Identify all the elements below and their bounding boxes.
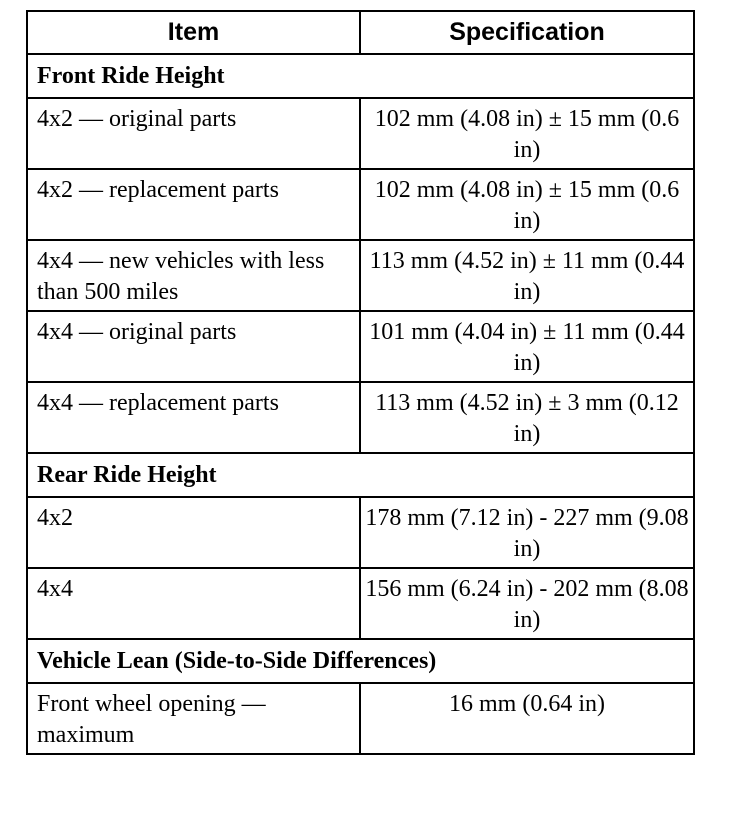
- item-cell: 4x4: [27, 568, 360, 639]
- specification-table: [26, 10, 695, 755]
- item-cell: 4x4 — replacement parts: [27, 382, 360, 453]
- item-cell: 4x4 — original parts: [27, 311, 360, 382]
- section-title: Vehicle Lean (Side-to-Side Differences): [27, 639, 694, 683]
- spec-cell: 113 mm (4.52 in) ± 11 mm (0.44 in): [360, 240, 694, 311]
- section-row-vehicle-lean: [27, 639, 694, 683]
- table-row: [27, 98, 694, 169]
- table-row: [27, 169, 694, 240]
- spec-cell: 101 mm (4.04 in) ± 11 mm (0.44 in): [360, 311, 694, 382]
- item-cell: 4x4 — new vehicles with less than 500 miles: [27, 240, 360, 311]
- section-title: Rear Ride Height: [27, 453, 694, 497]
- spec-cell: 102 mm (4.08 in) ± 15 mm (0.6 in): [360, 98, 694, 169]
- column-header-item: Item: [27, 11, 360, 54]
- column-header-specification: Specification: [360, 11, 694, 54]
- section-title: Front Ride Height: [27, 54, 694, 98]
- table-row: [27, 311, 694, 382]
- section-row-rear-ride-height: [27, 453, 694, 497]
- item-cell: Front wheel opening — maximum: [27, 683, 360, 754]
- spec-cell: 102 mm (4.08 in) ± 15 mm (0.6 in): [360, 169, 694, 240]
- spec-cell: 16 mm (0.64 in): [360, 683, 694, 754]
- spec-cell: 113 mm (4.52 in) ± 3 mm (0.12 in): [360, 382, 694, 453]
- spec-cell: 156 mm (6.24 in) - 202 mm (8.08 in): [360, 568, 694, 639]
- item-cell: 4x2: [27, 497, 360, 568]
- table-row: [27, 568, 694, 639]
- table-row: [27, 382, 694, 453]
- section-row-front-ride-height: [27, 54, 694, 98]
- item-cell: 4x2 — original parts: [27, 98, 360, 169]
- table-row: [27, 497, 694, 568]
- table-header-row: [27, 11, 694, 54]
- table-row: [27, 683, 694, 754]
- table-row: [27, 240, 694, 311]
- item-cell: 4x2 — replacement parts: [27, 169, 360, 240]
- spec-cell: 178 mm (7.12 in) - 227 mm (9.08 in): [360, 497, 694, 568]
